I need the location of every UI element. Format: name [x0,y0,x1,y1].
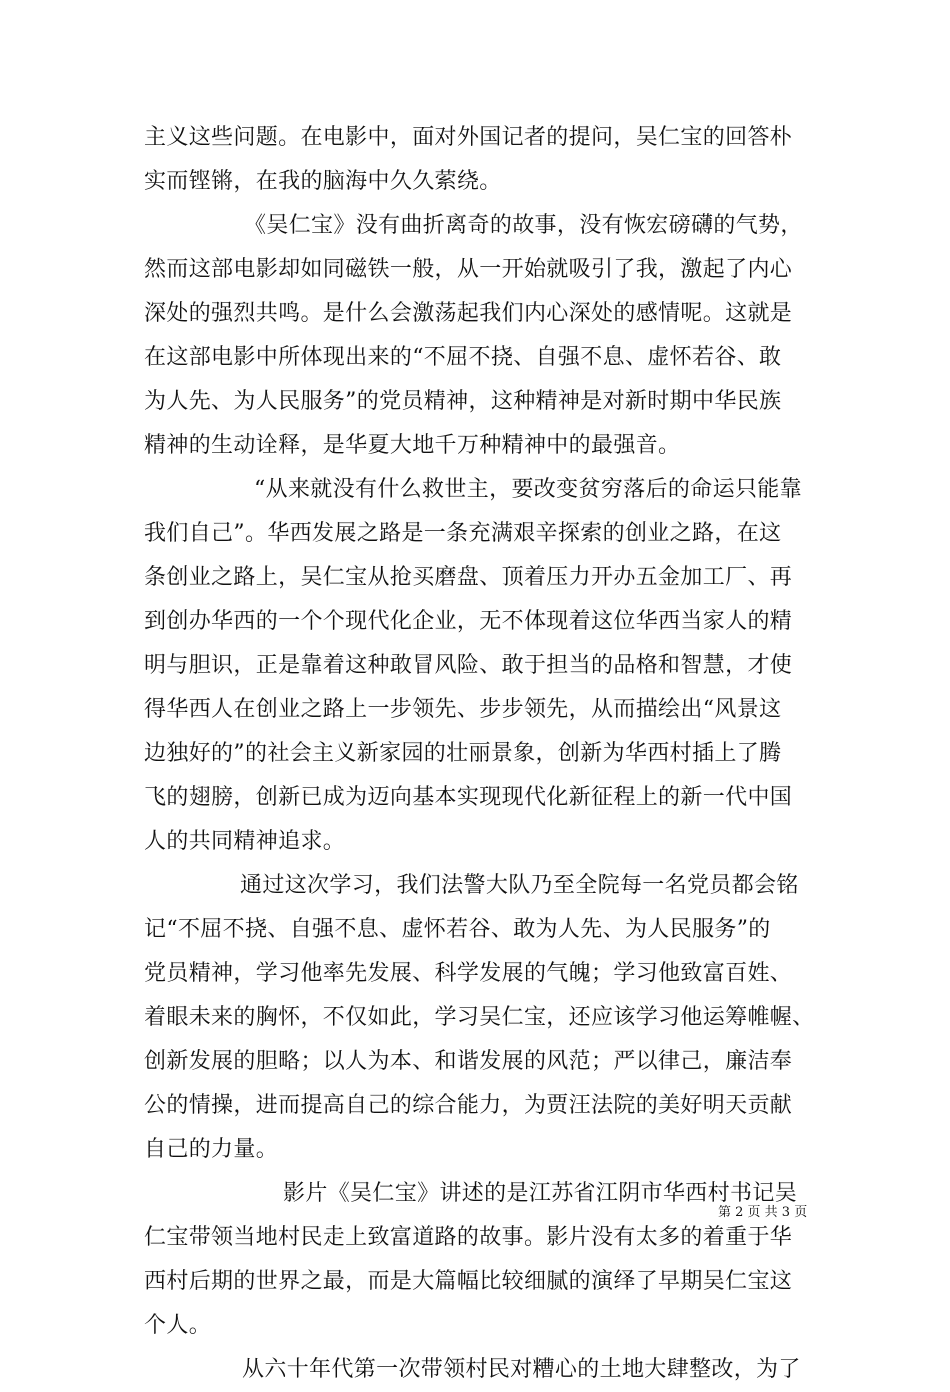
text-line: 在这部电影中所体现出来的“不屈不挠、自强不息、虚怀若谷、敢 [144,345,782,370]
text-line: 明与胆识，正是靠着这种敢冒风险、敢于担当的品格和智慧，才使 [144,653,793,678]
text-line: 到创办华西的一个个现代化企业，无不体现着这位华西当家人的精 [144,609,793,634]
text-line: 公的情操，进而提高自己的综合能力，为贾汪法院的美好明天贡献 [144,1093,793,1118]
paragraph-2 [144,204,824,468]
text-line: 影片《吴仁宝》讲述的是江苏省江阴市华西村书记吴 [283,1181,798,1206]
text-line: 个人。 [144,1313,212,1338]
paragraph-6 [144,1348,824,1392]
text-line: 记“不屈不挠、自强不息、虚怀若谷、敢为人先、为人民服务”的 [144,917,771,942]
text-line: 人的共同精神追求。 [144,829,346,854]
text-line: 主义这些问题。在电影中，面对外国记者的提问，吴仁宝的回答朴 [144,125,793,150]
text-line: 飞的翅膀，创新已成为迈向基本实现现代化新征程上的新一代中国 [144,785,793,810]
text-line: 从六十年代第一次带领村民对糟心的土地大肆整改，为了 [242,1357,801,1382]
text-line: 党员精神，学习他率先发展、科学发展的气魄；学习他致富百姓、 [144,961,793,986]
paragraph-5 [144,1172,824,1348]
text-line: 边独好的”的社会主义新家园的壮丽景象，创新为华西村插上了腾 [144,741,782,766]
text-line: 然而这部电影却如同磁铁一般，从一开始就吸引了我，激起了内心 [144,257,793,282]
text-line: 实而铿锵，在我的脑海中久久萦绕。 [144,169,502,194]
text-line: 通过这次学习，我们法警大队乃至全院每一名党员都会铭 [240,873,799,898]
paragraph-1 [144,116,824,204]
text-line: 自己的力量。 [144,1137,279,1162]
page-number: 第 2 页 共 3 页 [718,1205,808,1220]
body-text [144,116,824,1392]
paragraph-4 [144,864,824,1172]
text-line: 创新发展的胆略；以人为本、和谐发展的风范；严以律己，廉洁奉 [144,1049,793,1074]
paragraph-3 [144,468,824,864]
text-line: 着眼未来的胸怀，不仅如此，学习吴仁宝，还应该学习他运筹帷幄、 [144,1005,815,1030]
text-line: 西村后期的世界之最，而是大篇幅比较细腻的演绎了早期吴仁宝这 [144,1269,793,1294]
text-line: 精神的生动诠释，是华夏大地千万种精神中的最强音。 [144,433,681,458]
text-line: 为人先、为人民服务”的党员精神，这种精神是对新时期中华民族 [144,389,782,414]
text-line: 条创业之路上，吴仁宝从抢买磨盘、顶着压力开办五金加工厂、再 [144,565,793,590]
text-line: 得华西人在创业之路上一步领先、步步领先，从而描绘出“风景这 [144,697,782,722]
text-line: “从来就没有什么救世主，要改变贫穷落后的命运只能靠 [254,477,802,502]
text-line: 仁宝带领当地村民走上致富道路的故事。影片没有太多的着重于华 [144,1225,793,1250]
text-line: 《吴仁宝》没有曲折离奇的故事，没有恢宏磅礴的气势， [244,213,803,238]
text-line: 深处的强烈共鸣。是什么会激荡起我们内心深处的感情呢。这就是 [144,301,793,326]
text-line: 我们自己”。华西发展之路是一条充满艰辛探索的创业之路，在这 [144,521,782,546]
